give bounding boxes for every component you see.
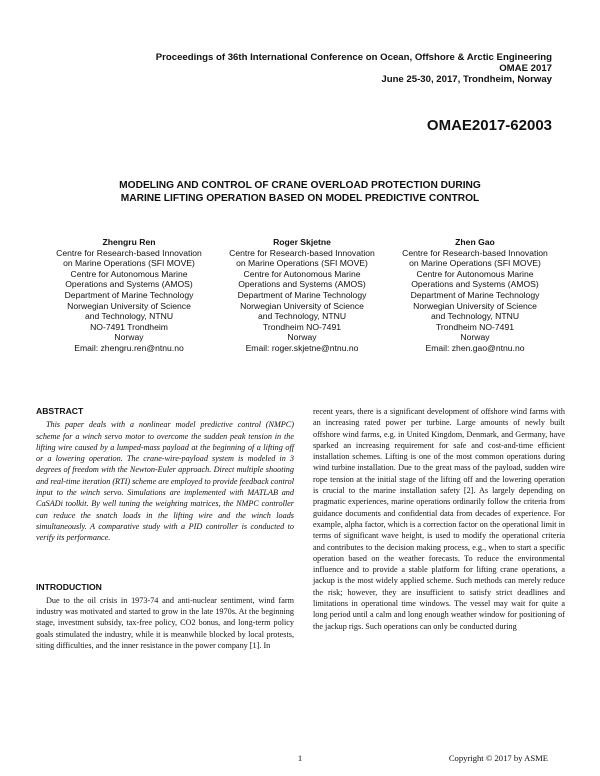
author-3 (390, 237, 560, 354)
affiliation-line: Norwegian University of Science (413, 300, 537, 311)
paper-title (60, 179, 540, 205)
left-column (36, 406, 294, 651)
affiliation-line: Norway (460, 332, 490, 343)
affiliation-line: on Marine Operations (SFI MOVE) (63, 258, 195, 269)
conference-name: Proceedings of 36th International Conference on Ocean, Offshore & Arctic Engineering (155, 52, 552, 63)
author-name: Zhen Gao (455, 237, 495, 247)
affiliation-line: Trondheim NO-7491 (262, 321, 341, 332)
introduction-body: Due to the oil crisis in 1973-74 and anti-nuclear sentiment, wind farm industry was motivated and started to grow in the late 1970s. At the beginning stage, investment subsidy, tax-free policy, CO2 bonus, and long-term policy goals stimulated the industry, while it is meanwhile blocked by local protests, siting difficulties, and the inner resistance in the power company [1]. In (36, 595, 294, 651)
author-email[interactable]: Email: zhen.gao@ntnu.no (425, 342, 525, 353)
conference-header (32, 52, 552, 85)
author-1 (44, 237, 214, 354)
author-email[interactable]: Email: zhengru.ren@ntnu.no (74, 342, 184, 353)
affiliation-line: Centre for Research-based Innovation (402, 247, 548, 258)
affiliation-line: Operations and Systems (AMOS) (238, 279, 366, 290)
author-name: Roger Skjetne (273, 237, 331, 247)
affiliation-line: Norway (114, 332, 144, 343)
affiliation-line: Trondheim NO-7491 (435, 321, 514, 332)
author-name: Zhengru Ren (102, 237, 156, 247)
affiliation-line: and Technology, NTNU (430, 311, 520, 322)
affiliation-line: Centre for Autonomous Marine (416, 268, 534, 279)
affiliation-line: Department of Marine Technology (64, 289, 194, 300)
affiliation-line: Department of Marine Technology (410, 289, 540, 300)
affiliation-line: NO-7491 Trondheim (90, 321, 168, 332)
affiliation-line: Norway (287, 332, 317, 343)
author-block (44, 237, 560, 354)
affiliation-line: Operations and Systems (AMOS) (411, 279, 539, 290)
copyright-notice: Copyright © 2017 by ASME (448, 753, 548, 763)
page-number: 1 (297, 753, 303, 763)
conference-acronym: OMAE 2017 (499, 63, 552, 74)
conference-dates: June 25-30, 2017, Trondheim, Norway (381, 74, 552, 85)
affiliation-line: and Technology, NTNU (257, 311, 347, 322)
abstract-heading: ABSTRACT (36, 406, 84, 416)
affiliation-line: Centre for Research-based Innovation (229, 247, 375, 258)
title-line-1: MODELING AND CONTROL OF CRANE OVERLOAD PROTECTION DURING (119, 180, 481, 191)
affiliation-line: Norwegian University of Science (67, 300, 191, 311)
right-column (313, 406, 565, 632)
introduction-heading: INTRODUCTION (36, 581, 102, 592)
affiliation-line: Centre for Autonomous Marine (243, 268, 361, 279)
author-email[interactable]: Email: roger.skjetne@ntnu.no (245, 342, 359, 353)
introduction-continued: recent years, there is a significant development of offshore wind farms with an increasing rated power per turbine. Large amounts of newly built offshore wind farms, e.g. in United Kingdom, Denmark, and Germany, have sparked an increasing requirement for safe and cost-and-time efficient installation schemes. Lifting is one of the most common operations during wind turbine installation. Due to the great mass of the payload, sudden wire rope tension at the initial stage of the lifting off and the lowering operation is crucial to the marine installation safety [2]. As largely depending on pragmatic experiences, marine operations ordinarily follow the criteria from guidance documents and confidential data from decades of experience. For example, alpha factor, which is a correction factor on the operational limit in terms of significant wave height, is used to modify the operational criteria and contributes to the decision making process, e.g., when to start a specific operation based on the weather forecasts. To reduce the environmental influence and to provide a stable platform for lifting crane operations, a jackup is the most widely applied scheme. Such methods can merely reduce the risk; however, they are insufficient to satisfy strict deadlines and limitations in operational time windows. The vessel may wait for quite a long period until a calm and long enough weather window for positioning of the jackup rigs. Such operations can only be conducted during (313, 407, 565, 631)
affiliation-line: Norwegian University of Science (240, 300, 364, 311)
affiliation-line: Centre for Autonomous Marine (70, 268, 188, 279)
affiliation-line: Department of Marine Technology (237, 289, 367, 300)
abstract-body: This paper deals with a nonlinear model predictive control (NMPC) scheme for a winch servo motor to overcome the sudden peak tension in the lifting wire caused by a lumped-mass payload at the beginning of a lifting off or a lowering operation. The crane-wire-payload system is modeled in 3 degrees of freedom with the Newton-Euler approach. Direct multiple shooting and real-time iteration (RTI) scheme are employed to provide feedback control input to the winch servo. Simulations are implemented with MATLAB and CaSADi toolkit. By well tuning the weighting matrices, the NMPC controller can reduce the snatch loads in the lifting wire and the winch loads simultaneously. A comparative study with a PID controller is conducted to verify its performance. (36, 420, 294, 543)
affiliation-line: on Marine Operations (SFI MOVE) (409, 258, 541, 269)
affiliation-line: on Marine Operations (SFI MOVE) (236, 258, 368, 269)
affiliation-line: Operations and Systems (AMOS) (65, 279, 193, 290)
paper-id: OMAE2017-62003 (426, 117, 552, 134)
title-line-2: MARINE LIFTING OPERATION BASED ON MODEL PREDICTIVE CONTROL (120, 193, 480, 204)
author-2 (217, 237, 387, 354)
affiliation-line: Centre for Research-based Innovation (56, 247, 202, 258)
affiliation-line: and Technology, NTNU (84, 311, 174, 322)
